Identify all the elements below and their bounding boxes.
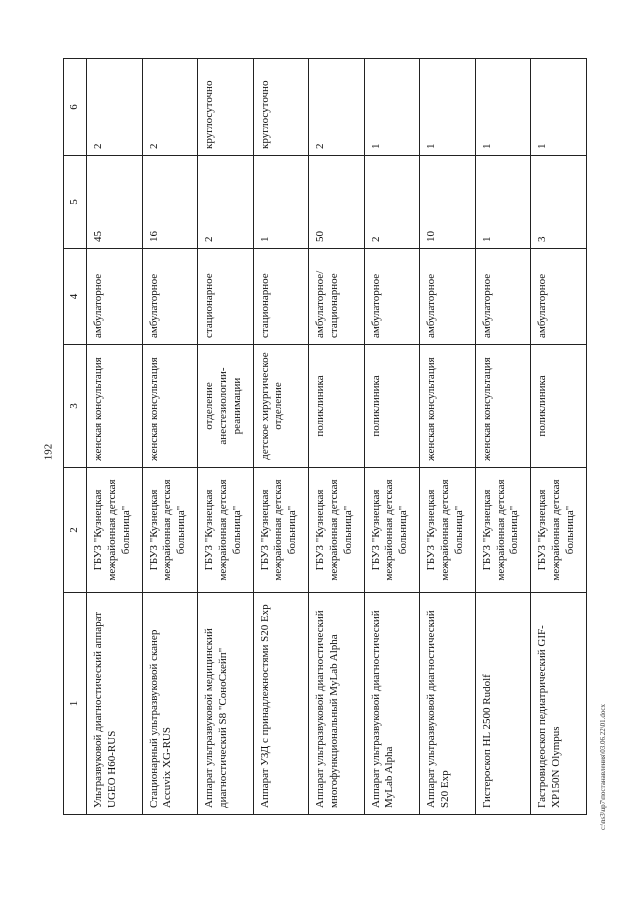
count: 2 bbox=[198, 156, 254, 249]
shifts: 2 bbox=[309, 59, 365, 156]
shifts: круглосуточно bbox=[253, 59, 309, 156]
footer-file-path: c:\ns3\up7\постанавления\03.06.22\01.docx bbox=[599, 703, 608, 831]
shifts: круглосуточно bbox=[198, 59, 254, 156]
table-row bbox=[475, 59, 531, 815]
column-header: 1 bbox=[64, 593, 87, 815]
service-type: стационарное bbox=[198, 249, 254, 345]
table-row bbox=[420, 59, 476, 815]
column-header: 2 bbox=[64, 468, 87, 593]
table-header-row bbox=[64, 59, 87, 815]
department: женская консультация bbox=[142, 345, 198, 468]
department: поликлиника bbox=[309, 345, 365, 468]
equipment-name: Стационарный ультразвуковой сканер Accuvix XG-RUS bbox=[142, 593, 198, 815]
column-header: 3 bbox=[64, 345, 87, 468]
equipment-table bbox=[63, 58, 587, 815]
service-type: амбулаторное/ стационарное bbox=[309, 249, 365, 345]
count: 45 bbox=[87, 156, 143, 249]
count: 3 bbox=[531, 156, 587, 249]
institution: ГБУЗ "Кузнецкая межрайонная детская больница" bbox=[531, 468, 587, 593]
equipment-name: Аппарат ультразвуковой диагностический MyLab Alpha bbox=[364, 593, 420, 815]
page-number: 192 bbox=[42, 443, 55, 461]
department: женская консультация bbox=[475, 345, 531, 468]
equipment-name: Аппарат УЗД с принадлежностями S20 Exp bbox=[253, 593, 309, 815]
shifts: 1 bbox=[364, 59, 420, 156]
service-type: амбулаторное bbox=[87, 249, 143, 345]
table-row bbox=[531, 59, 587, 815]
service-type: амбулаторное bbox=[420, 249, 476, 345]
institution: ГБУЗ "Кузнецкая межрайонная детская больница" bbox=[142, 468, 198, 593]
department: поликлиника bbox=[364, 345, 420, 468]
institution: ГБУЗ "Кузнецкая межрайонная детская больница" bbox=[87, 468, 143, 593]
institution: ГБУЗ "Кузнецкая межрайонная детская больница" bbox=[475, 468, 531, 593]
equipment-name: Аппарат ультразвуковой диагностический S20 Exp bbox=[420, 593, 476, 815]
table-row bbox=[309, 59, 365, 815]
shifts: 1 bbox=[531, 59, 587, 156]
institution: ГБУЗ "Кузнецкая межрайонная детская больница" bbox=[309, 468, 365, 593]
department: женская консультация bbox=[420, 345, 476, 468]
count: 2 bbox=[364, 156, 420, 249]
rotated-table-container bbox=[63, 59, 587, 815]
shifts: 1 bbox=[475, 59, 531, 156]
service-type: амбулаторное bbox=[475, 249, 531, 345]
equipment-name: Аппарат ультразвуковой медицинский диагностический S8 "СоноСкейп" bbox=[198, 593, 254, 815]
shifts: 2 bbox=[87, 59, 143, 156]
institution: ГБУЗ "Кузнецкая межрайонная детская больница" bbox=[420, 468, 476, 593]
count: 50 bbox=[309, 156, 365, 249]
service-type: амбулаторное bbox=[364, 249, 420, 345]
equipment-name: Гистероскоп HL 2500 Rudolf bbox=[475, 593, 531, 815]
column-header: 4 bbox=[64, 249, 87, 345]
service-type: амбулаторное bbox=[142, 249, 198, 345]
institution: ГБУЗ "Кузнецкая межрайонная детская больница" bbox=[198, 468, 254, 593]
equipment-name: Аппарат ультразвуковой диагностический многофункциональный MyLab Alpha bbox=[309, 593, 365, 815]
service-type: амбулаторное bbox=[531, 249, 587, 345]
institution: ГБУЗ "Кузнецкая межрайонная детская больница" bbox=[253, 468, 309, 593]
service-type: стационарное bbox=[253, 249, 309, 345]
shifts: 2 bbox=[142, 59, 198, 156]
column-header: 5 bbox=[64, 156, 87, 249]
shifts: 1 bbox=[420, 59, 476, 156]
equipment-name: Ультразвуковой диагностический аппарат UGEO H60-RUS bbox=[87, 593, 143, 815]
department: отделение анестезиологии-реанимации bbox=[198, 345, 254, 468]
department: поликлиника bbox=[531, 345, 587, 468]
table-row bbox=[142, 59, 198, 815]
count: 16 bbox=[142, 156, 198, 249]
column-header: 6 bbox=[64, 59, 87, 156]
table-row bbox=[87, 59, 143, 815]
department: женская консультация bbox=[87, 345, 143, 468]
department: детское хирургическое отделение bbox=[253, 345, 309, 468]
count: 10 bbox=[420, 156, 476, 249]
table-row bbox=[253, 59, 309, 815]
count: 1 bbox=[475, 156, 531, 249]
count: 1 bbox=[253, 156, 309, 249]
institution: ГБУЗ "Кузнецкая межрайонная детская больница" bbox=[364, 468, 420, 593]
equipment-name: Гастровидеоскоп педиатрический GIF-XP150N Olympus bbox=[531, 593, 587, 815]
table-row bbox=[364, 59, 420, 815]
table-row bbox=[198, 59, 254, 815]
